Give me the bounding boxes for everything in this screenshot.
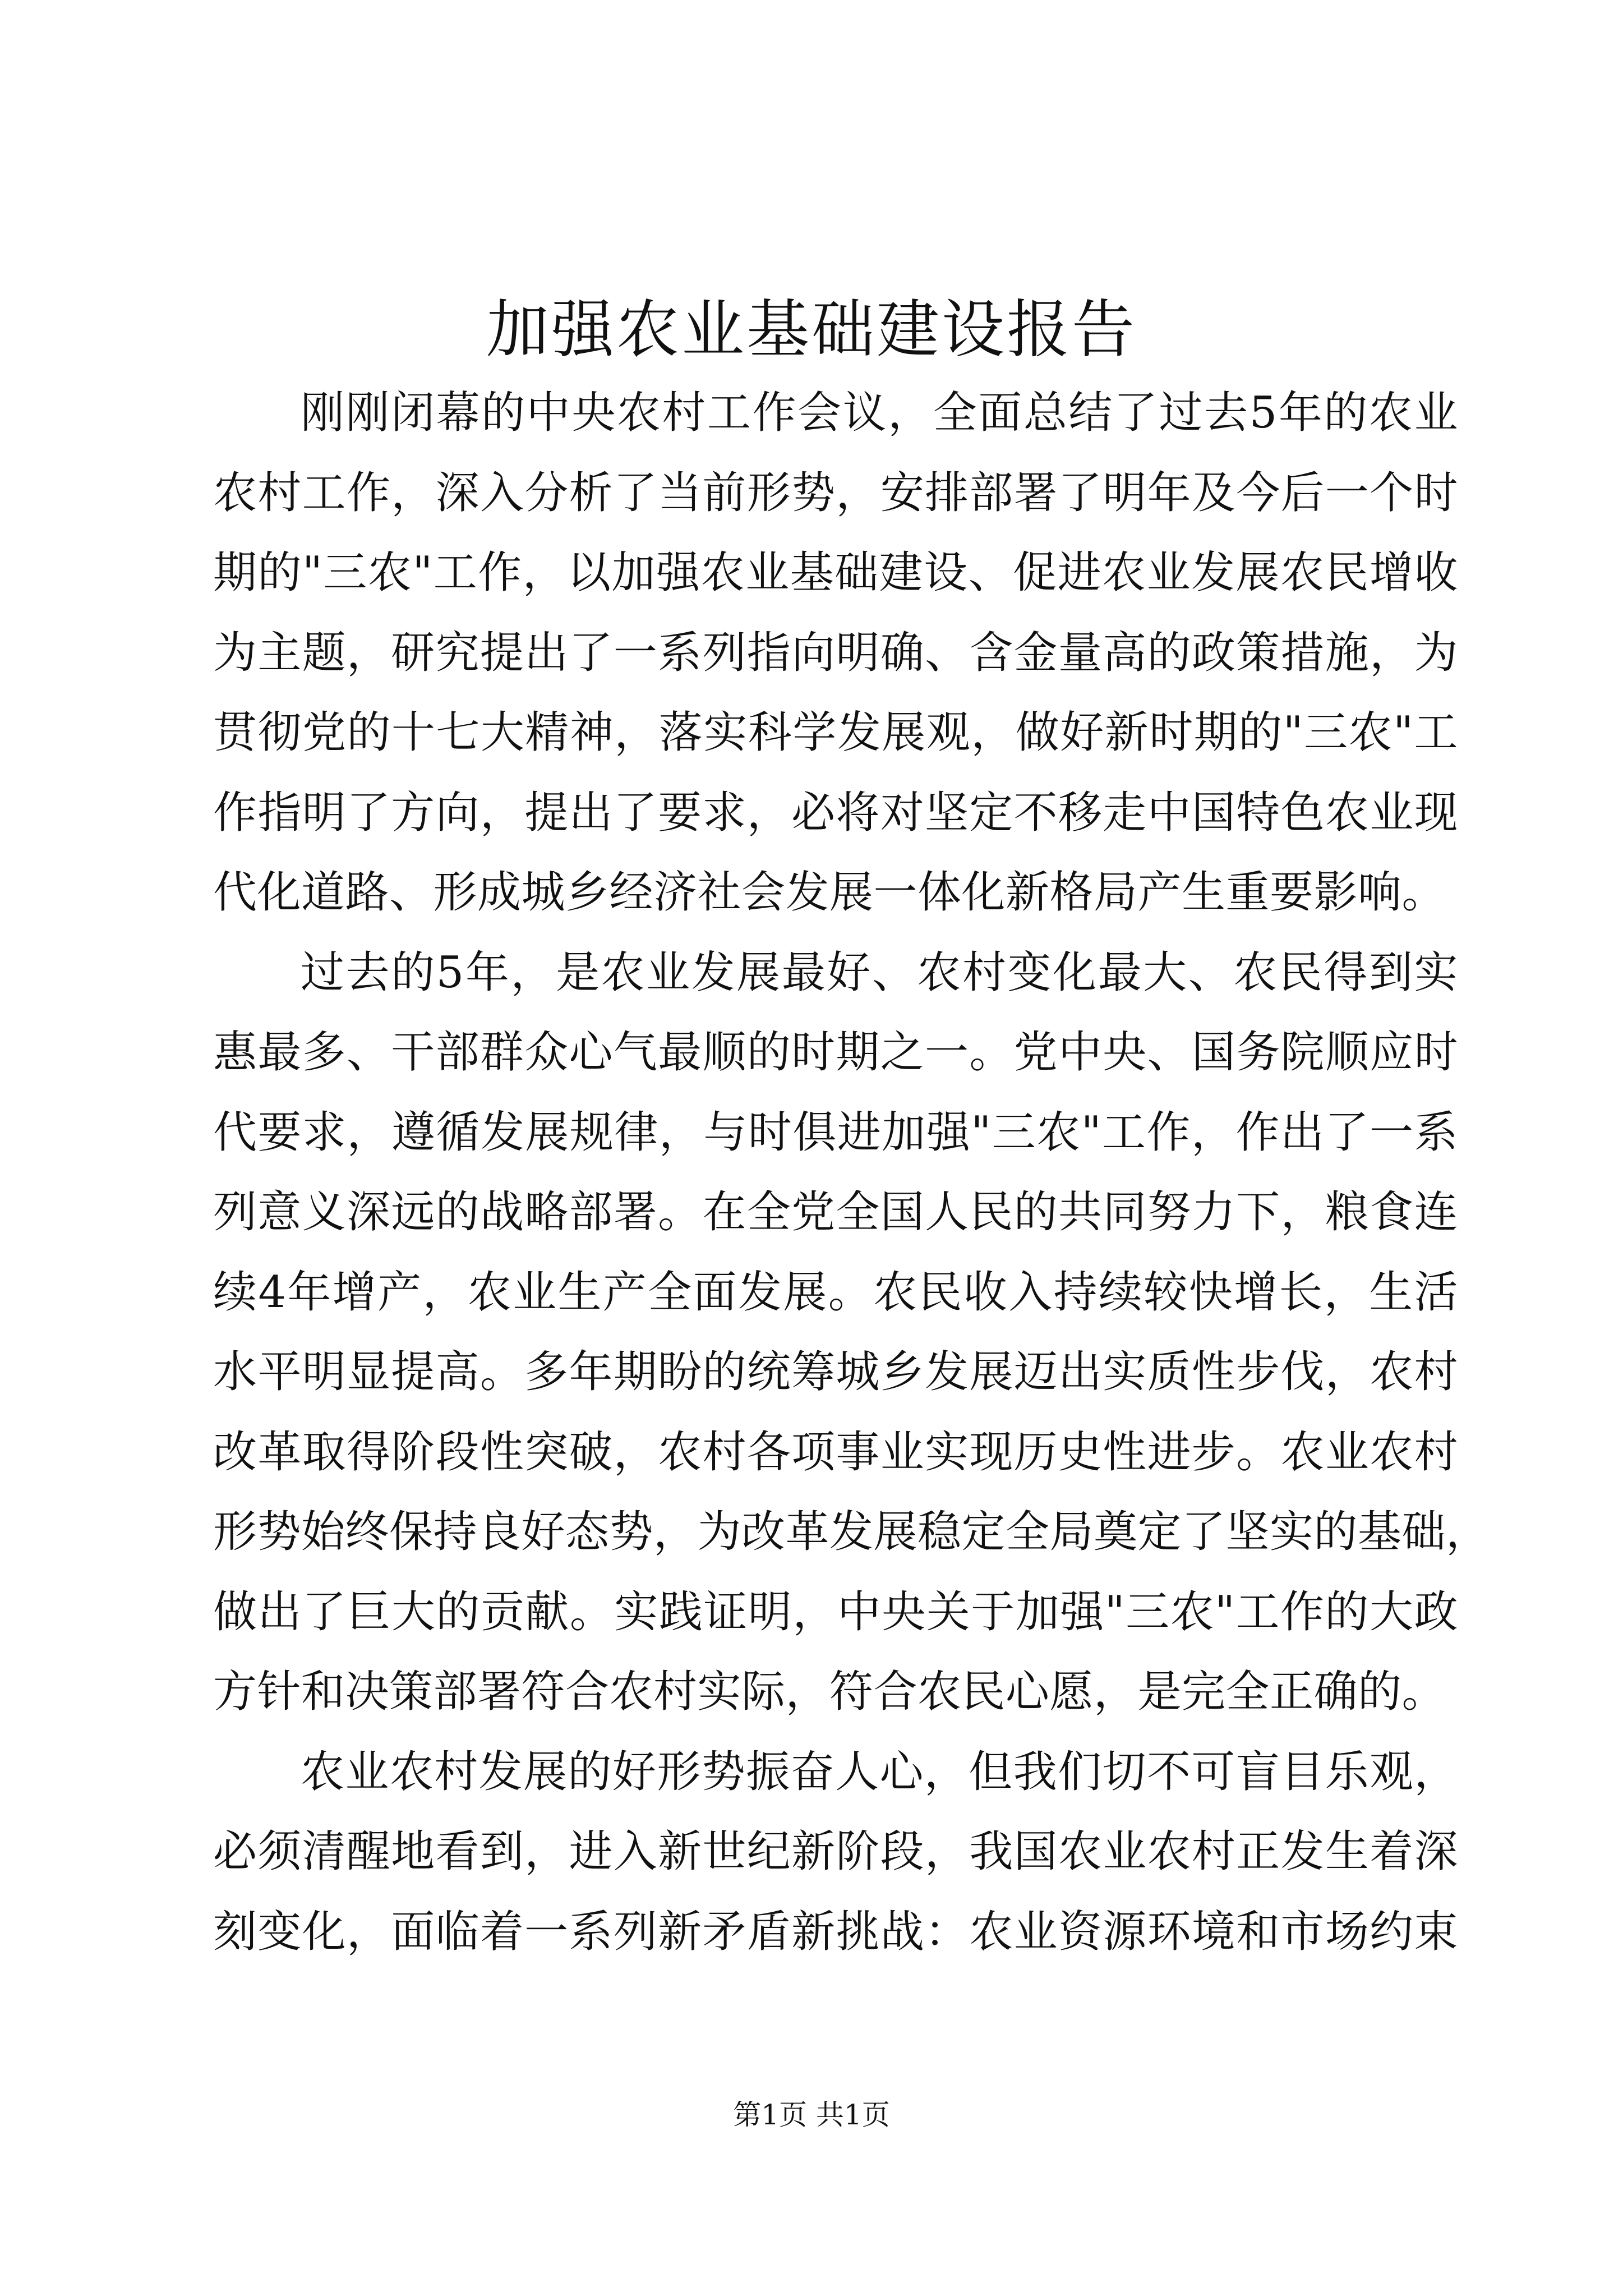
paragraph-line: 过去的5年，是农业发展最好、农村变化最大、农民得到实 xyxy=(301,947,1458,998)
paragraph-line: 贯彻党的十七大精神，落实科学发展观，做好新时期的"三农"工 xyxy=(213,707,1458,758)
page-footer xyxy=(0,2095,1623,2134)
paragraph-line: 刚刚闭幕的中央农村工作会议，全面总结了过去5年的农业 xyxy=(301,388,1458,438)
paragraph-line: 农业农村发展的好形势振奋人心，但我们切不可盲目乐观， xyxy=(301,1746,1458,1797)
page-number-label: 第1页 共1页 xyxy=(733,2099,890,2131)
paragraph-line: 作指明了方向，提出了要求，必将对坚定不移走中国特色农业现 xyxy=(213,787,1458,838)
paragraph-line: 农村工作，深入分析了当前形势，安排部署了明年及今后一个时 xyxy=(213,467,1458,518)
paragraph-line: 代要求，遵循发展规律，与时俱进加强"三农"工作，作出了一系 xyxy=(213,1107,1458,1158)
paragraph-line: 方针和决策部署符合农村实际，符合农民心愿，是完全正确的。 xyxy=(213,1667,1446,1717)
paragraph-line: 惠最多、干部群众心气最顺的时期之一。党中央、国务院顺应时 xyxy=(213,1027,1458,1078)
paragraph-line: 代化道路、形成城乡经济社会发展一体化新格局产生重要影响。 xyxy=(213,867,1446,918)
paragraph-line: 续4年增产，农业生产全面发展。农民收入持续较快增长，生活 xyxy=(213,1267,1458,1318)
document-body xyxy=(213,373,1490,1972)
document-title: 加强农业基础建设报告 xyxy=(486,293,1137,366)
paragraph-line: 期的"三农"工作，以加强农业基础建设、促进农业发展农民增收 xyxy=(213,547,1458,598)
paragraph-line: 做出了巨大的贡献。实践证明，中央关于加强"三农"工作的大政 xyxy=(213,1586,1458,1637)
paragraph-line: 水平明显提高。多年期盼的统筹城乡发展迈出实质性步伐，农村 xyxy=(213,1347,1458,1397)
paragraph-line: 列意义深远的战略部署。在全党全国人民的共同努力下，粮食连 xyxy=(213,1187,1458,1237)
paragraph-line: 形势始终保持良好态势，为改革发展稳定全局奠定了坚实的基础， xyxy=(213,1507,1490,1557)
paragraph-line: 必须清醒地看到，进入新世纪新阶段，我国农业农村正发生着深 xyxy=(213,1826,1458,1877)
paragraph-line: 刻变化，面临着一系列新矛盾新挑战：农业资源环境和市场约束 xyxy=(213,1906,1458,1957)
paragraph-line: 为主题，研究提出了一系列指向明确、含金量高的政策措施，为 xyxy=(213,627,1458,678)
paragraph-line: 改革取得阶段性突破，农村各项事业实现历史性进步。农业农村 xyxy=(213,1427,1458,1478)
